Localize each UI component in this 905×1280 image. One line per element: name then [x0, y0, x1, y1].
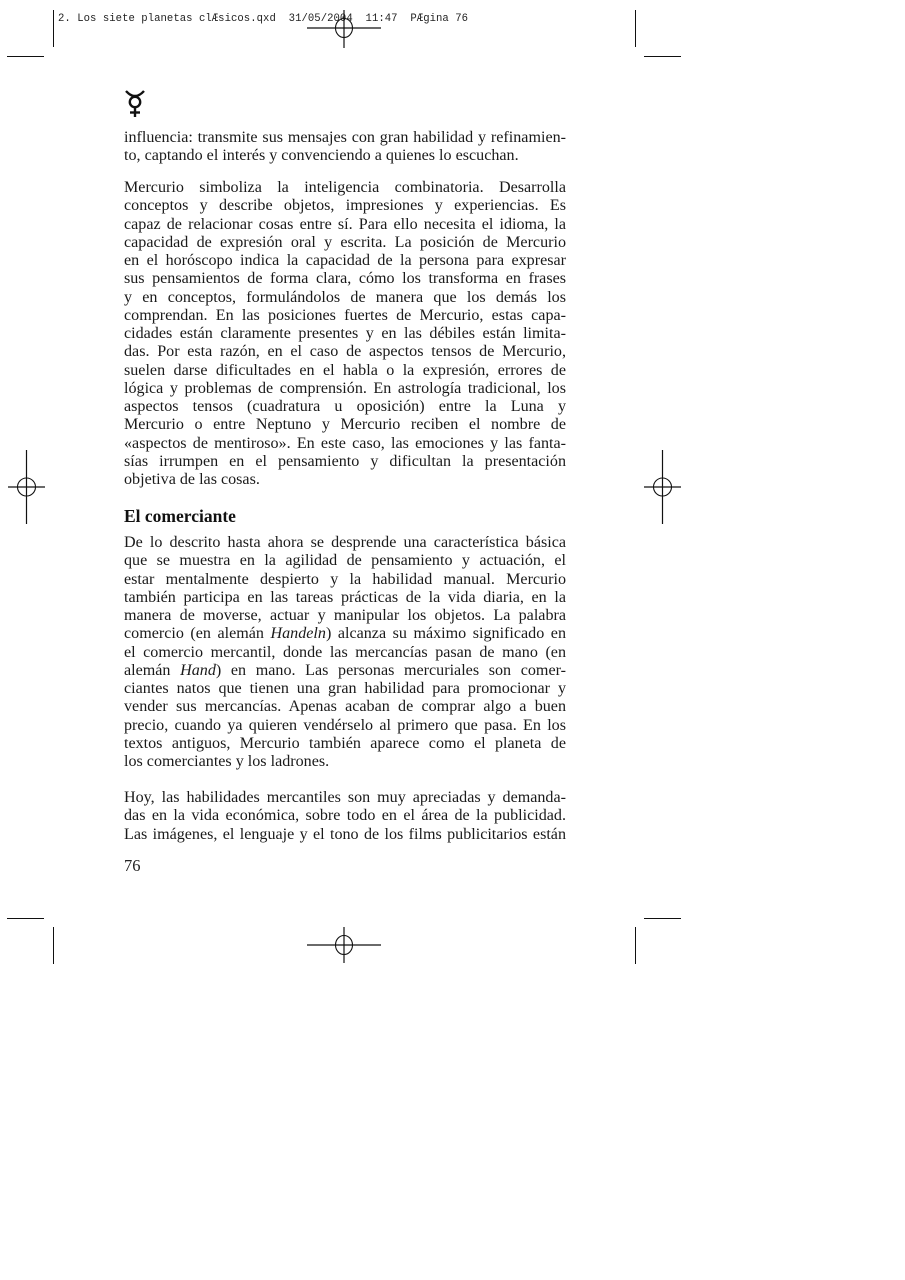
- text-line: en el horóscopo indica la capacidad de la persona para expresar: [124, 252, 566, 269]
- text-line-with-italic: [124, 662, 566, 680]
- text-line: y en conceptos, formulándolos de manera que los demás los: [124, 288, 566, 306]
- text-line: das. Por esta razón, en el caso de aspectos tensos de Mercurio,: [124, 343, 566, 361]
- text-run: ) en mano. Las personas mercuriales son comer-: [215, 661, 566, 679]
- text-line-with-italic: [124, 625, 566, 643]
- text-line: precio, cuando ya quieren vendérselo al primero que pasa. En los: [124, 716, 566, 734]
- text-line: ciantes natos que tienen una gran habilidad para promocionar y: [124, 680, 566, 697]
- paragraph-comerciante: [124, 534, 566, 771]
- italic-term: Hand: [180, 661, 216, 679]
- crop-mark-top-left-vertical: [53, 10, 54, 47]
- text-line: también participa en las tareas prácticas de la vida diaria, en la: [124, 588, 566, 606]
- text-line: De lo descrito hasta ahora se desprende una característica básica: [124, 534, 566, 551]
- registration-mark-left: [7, 450, 47, 526]
- text-line: lógica y problemas de comprensión. En astrología tradicional, los: [124, 379, 566, 397]
- italic-term: Handeln: [270, 625, 326, 643]
- text-line: Mercurio o entre Neptuno y Mercurio reciben el nombre de: [124, 416, 566, 434]
- crop-mark-bottom-right-horizontal: [644, 918, 681, 919]
- text-line: to, captando el interés y convenciendo a quienes lo escuchan.: [124, 147, 519, 165]
- text-line: Las imágenes, el lenguaje y el tono de los films publicitarios están: [124, 825, 566, 843]
- text-line: cidades están claramente presentes y en las débiles están limita-: [124, 325, 566, 342]
- crop-mark-top-right-vertical: [635, 10, 636, 47]
- text-line: los comerciantes y los ladrones.: [124, 753, 330, 770]
- text-line: suelen darse dificultades en el habla o la expresión, errores de: [124, 361, 566, 379]
- crop-mark-bottom-left-vertical: [53, 927, 54, 964]
- text-run: ) alcanza su máximo significado en: [325, 625, 566, 643]
- crop-mark-top-right-horizontal: [644, 56, 681, 57]
- registration-mark-bottom: [306, 927, 382, 967]
- text-line: textos antiguos, Mercurio también aparece como el planeta de: [124, 734, 566, 752]
- text-line: Mercurio simboliza la inteligencia combinatoria. Desarrolla: [124, 179, 566, 196]
- crop-mark-bottom-left-horizontal: [7, 918, 44, 919]
- text-run: comercio (en alemán: [124, 625, 271, 643]
- text-line: sus pensamientos de forma clara, cómo los transforma en frases: [124, 270, 566, 288]
- paragraph-mercurio-inteligencia: [124, 179, 566, 489]
- text-line: aspectos tensos (cuadratura u oposición) entre la Luna y: [124, 398, 566, 415]
- paragraph-continuation: [124, 129, 566, 166]
- text-line: comprendan. En las posiciones fuertes de Mercurio, estas capa-: [124, 306, 566, 324]
- slug-line: 2. Los siete planetas clÆsicos.qxd 31/05/2004 11:47 PÆgina 76: [58, 13, 469, 25]
- text-line: que se muestra en la agilidad de pensamiento y actuación, el: [124, 552, 566, 570]
- mercury-symbol-icon: [122, 88, 148, 120]
- text-line: el comercio mercantil, donde las mercancías pasan de mano (en: [124, 643, 566, 661]
- text-run: alemán: [124, 661, 181, 679]
- text-line: sías irrumpen en el pensamiento y dificultan la presentación: [124, 452, 566, 470]
- text-line: vender sus mercancías. Apenas acaban de comprar algo a buen: [124, 698, 566, 716]
- crop-mark-bottom-right-vertical: [635, 927, 636, 964]
- registration-mark-right: [643, 450, 683, 526]
- text-line: das en la vida económica, sobre todo en el área de la publicidad.: [124, 807, 566, 825]
- text-line: conceptos y describe objetos, impresiones y experiencias. Es: [124, 197, 566, 215]
- text-line: objetiva de las cosas.: [124, 471, 260, 488]
- text-line: manera de moverse, actuar y manipular los objetos. La palabra: [124, 607, 566, 624]
- crop-mark-top-left-horizontal: [7, 56, 44, 57]
- registration-mark-top: [306, 8, 382, 50]
- text-line: Hoy, las habilidades mercantiles son muy apreciadas y demanda-: [124, 789, 566, 806]
- text-line: capaz de relacionar cosas entre sí. Para ello necesita el idioma, la: [124, 215, 566, 233]
- text-line: influencia: transmite sus mensajes con gran habilidad y refinamien-: [124, 129, 566, 146]
- paragraph-habilidades-mercantiles: [124, 789, 566, 844]
- text-line: «aspectos de mentiroso». En este caso, las emociones y las fanta-: [124, 434, 566, 452]
- page-number: 76: [124, 856, 141, 875]
- text-line: capacidad de expresión oral y escrita. La posición de Mercurio: [124, 233, 566, 251]
- text-line: estar mentalmente despierto y la habilidad manual. Mercurio: [124, 570, 566, 588]
- section-heading: El comerciante: [124, 506, 236, 526]
